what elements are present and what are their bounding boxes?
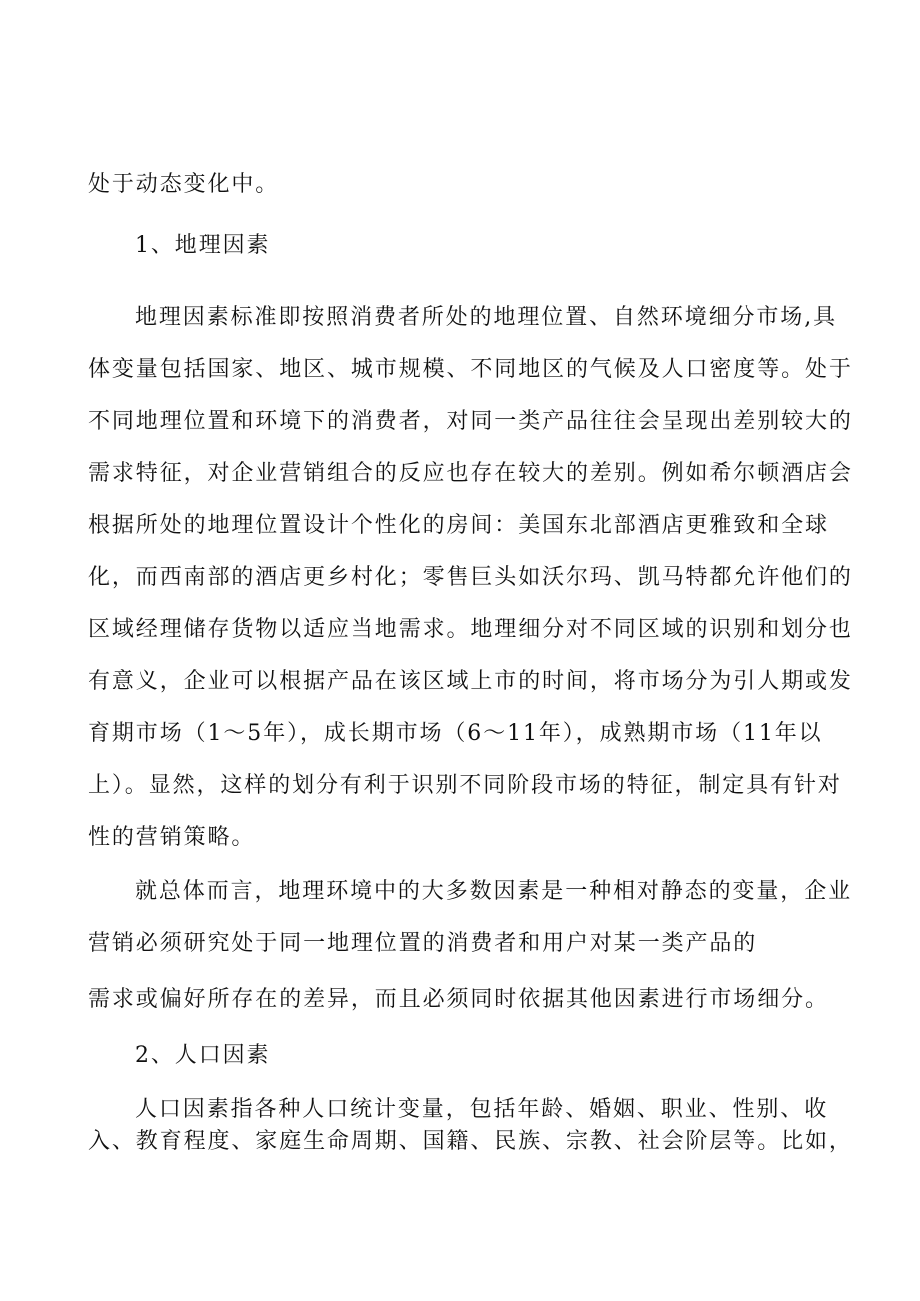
section-heading-geography: 1、地理因素 xyxy=(135,233,271,258)
paragraph-line: 入、教育程度、家庭生命周期、国籍、民族、宗教、社会阶层等。比如， xyxy=(88,1129,853,1154)
section-heading-population: 2、人口因素 xyxy=(135,1043,271,1068)
paragraph-line: 性的营销策略。 xyxy=(88,825,256,850)
paragraph-line: 上）。显然，这样的划分有利于识别不同阶段市场的特征，制定具有针对 xyxy=(88,773,842,798)
paragraph-line: 根据所处的地理位置设计个性化的房间：美国东北部酒店更雅致和全球 xyxy=(88,513,829,538)
paragraph-line: 需求或偏好所存在的差异，而且必须同时依据其他因素进行市场细分。 xyxy=(88,987,829,1012)
paragraph-line: 化，而西南部的酒店更乡村化；零售巨头如沃尔玛、凯马特都允许他们的 xyxy=(88,565,853,590)
paragraph-line: 地理因素标准即按照消费者所处的地理位置、自然环境细分市场,具 xyxy=(135,305,837,330)
paragraph-line: 体变量包括国家、地区、城市规模、不同地区的气候及人口密度等。处于 xyxy=(88,357,853,382)
paragraph-line: 营销必须研究处于同一地理位置的消费者和用户对某一类产品的 xyxy=(88,931,758,956)
paragraph-line-continuation: 处于动态变化中。 xyxy=(88,172,280,197)
paragraph-line: 育期市场（1～5年），成长期市场（6～11年），成熟期市场（11年以 xyxy=(88,721,823,746)
paragraph-line: 人口因素指各种人口统计变量，包括年龄、婚姻、职业、性别、收 xyxy=(135,1097,829,1122)
paragraph-line: 区域经理储存货物以适应当地需求。地理细分对不同区域的识别和划分也 xyxy=(88,617,853,642)
paragraph-line: 需求特征，对企业营销组合的反应也存在较大的差别。例如希尔顿酒店会 xyxy=(88,461,853,486)
paragraph-line: 有意义，企业可以根据产品在该区域上市的时间，将市场分为引人期或发 xyxy=(88,669,853,694)
paragraph-line: 就总体而言，地理环境中的大多数因素是一种相对静态的变量，企业 xyxy=(135,879,853,904)
paragraph-line: 不同地理位置和环境下的消费者，对同一类产品往往会呈现出差别较大的 xyxy=(88,409,853,434)
